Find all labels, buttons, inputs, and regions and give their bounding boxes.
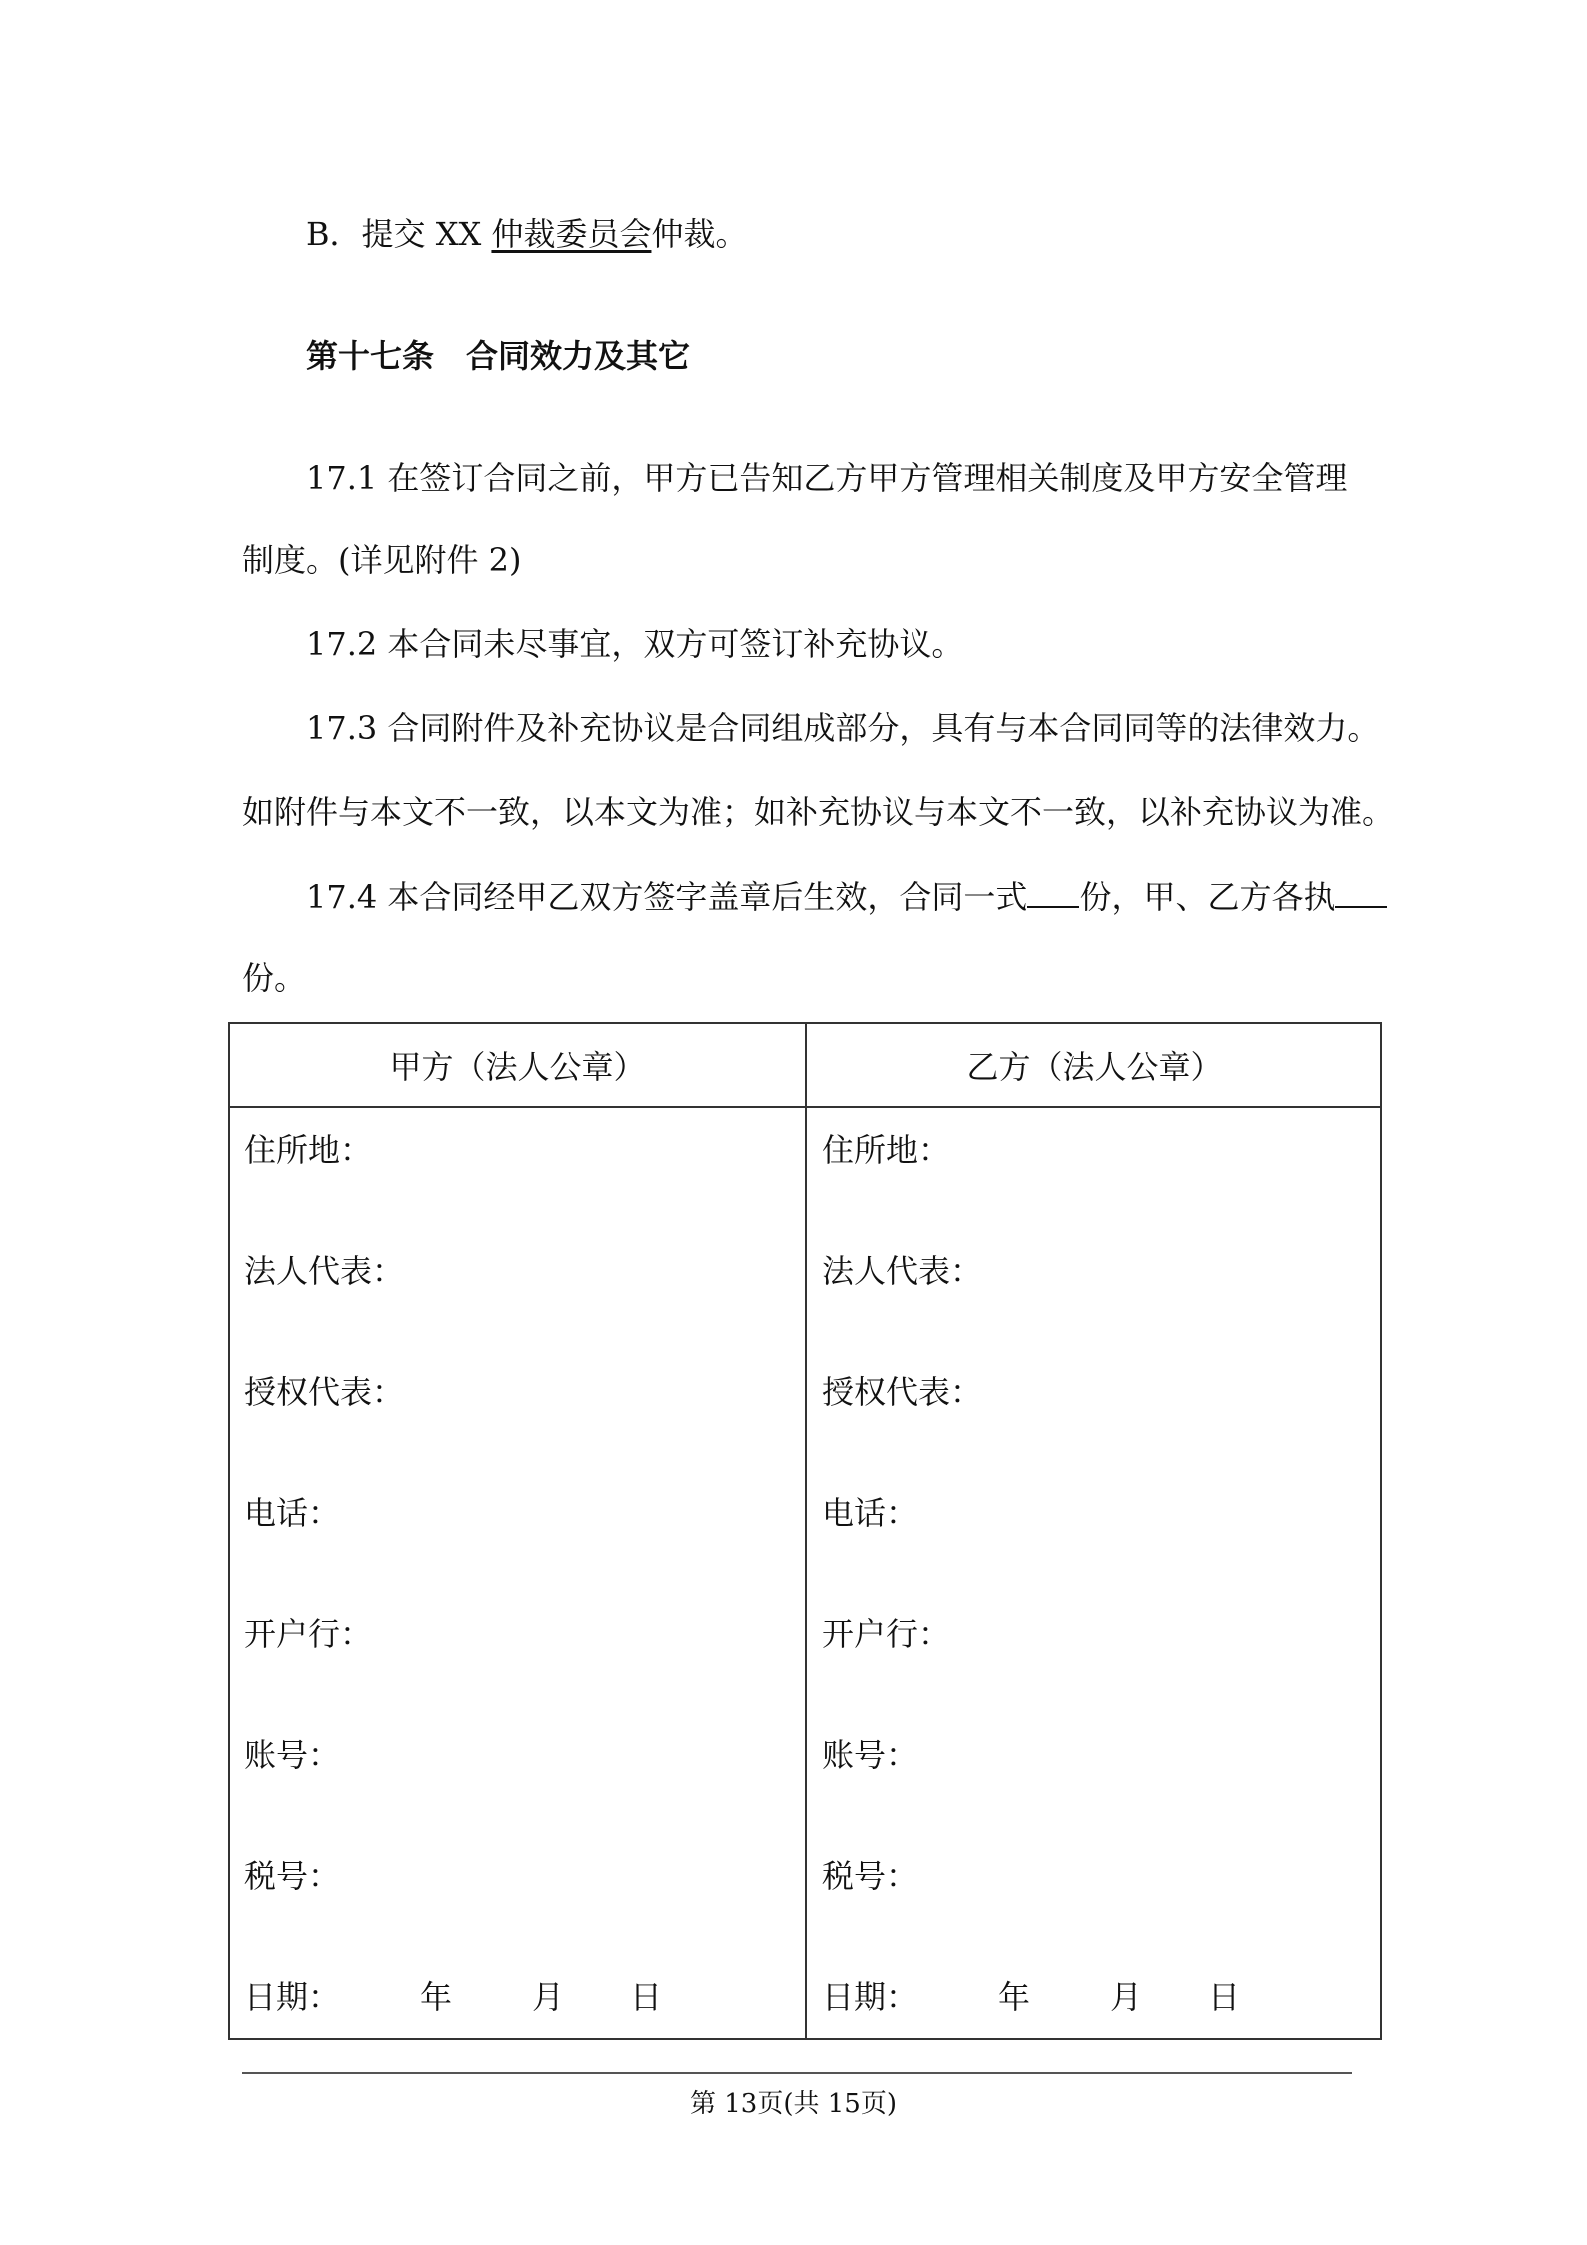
party-b-bank: 开户行： — [822, 1615, 951, 1653]
clause-17-3-line-2: 如附件与本文不一致，以本文为准；如补充协议与本文不一致，以补充协议为准。 — [242, 793, 1395, 831]
clause-17-2: 17.2 本合同未尽事宜，双方可签订补充协议。 — [306, 625, 964, 663]
arbitration-committee: 仲裁委员会 — [491, 215, 652, 253]
party-a-legal-rep: 法人代表： — [244, 1252, 405, 1290]
table-header-divider — [230, 1106, 1380, 1108]
party-a-authorized-rep: 授权代表： — [244, 1373, 405, 1411]
option-b-prefix: B．提交 XX — [306, 215, 492, 253]
party-b-month: 月 — [1110, 1978, 1143, 2016]
party-a-month: 月 — [532, 1978, 565, 2016]
clause-17-4-part-1: 17.4 本合同经甲乙双方签字盖章后生效，合同一式 — [306, 878, 1028, 916]
party-a-account: 账号： — [244, 1736, 341, 1774]
party-a-header: 甲方（法人公章） — [389, 1048, 646, 1086]
footer-rule — [242, 2072, 1352, 2074]
option-b-suffix: 仲裁。 — [651, 215, 748, 253]
party-a-phone: 电话： — [244, 1494, 341, 1532]
clause-17-3-line-1: 17.3 合同附件及补充协议是合同组成部分，具有与本合同同等的法律效力。 — [306, 709, 1380, 747]
signature-table — [228, 1022, 1382, 2040]
party-b-account: 账号： — [822, 1736, 919, 1774]
party-b-year: 年 — [998, 1978, 1031, 2016]
party-a-bank: 开户行： — [244, 1615, 373, 1653]
clause-17-1-line-2: 制度。(详见附件 2) — [242, 541, 522, 579]
party-b-tax-id: 税号： — [822, 1857, 919, 1895]
article-17-title: 第十七条 合同效力及其它 — [306, 337, 691, 375]
party-b-date: 日期： — [822, 1978, 919, 2016]
party-a-address: 住所地： — [244, 1131, 373, 1169]
party-b-legal-rep: 法人代表： — [822, 1252, 983, 1290]
clause-17-4-line-2: 份。 — [242, 959, 307, 997]
copies-each-blank[interactable] — [1335, 876, 1387, 908]
party-a-year: 年 — [420, 1978, 453, 2016]
arbitration-option-b — [306, 214, 1426, 254]
party-b-header: 乙方（法人公章） — [966, 1048, 1223, 1086]
party-a-tax-id: 税号： — [244, 1857, 341, 1895]
party-b-address: 住所地： — [822, 1131, 951, 1169]
party-a-date: 日期： — [244, 1978, 341, 2016]
clause-17-4-part-2: 份，甲、乙方各执 — [1079, 878, 1336, 916]
party-a-day: 日 — [630, 1978, 663, 2016]
party-b-phone: 电话： — [822, 1494, 919, 1532]
table-column-divider — [805, 1024, 807, 2038]
clause-17-1-line-1: 17.1 在签订合同之前，甲方已告知乙方甲方管理相关制度及甲方安全管理 — [306, 459, 1348, 497]
page-number: 第 13页(共 15页) — [690, 2089, 897, 2119]
clause-17-4-line-1 — [306, 876, 1426, 917]
party-b-day: 日 — [1208, 1978, 1241, 2016]
party-b-authorized-rep: 授权代表： — [822, 1373, 983, 1411]
copies-total-blank[interactable] — [1027, 876, 1079, 908]
